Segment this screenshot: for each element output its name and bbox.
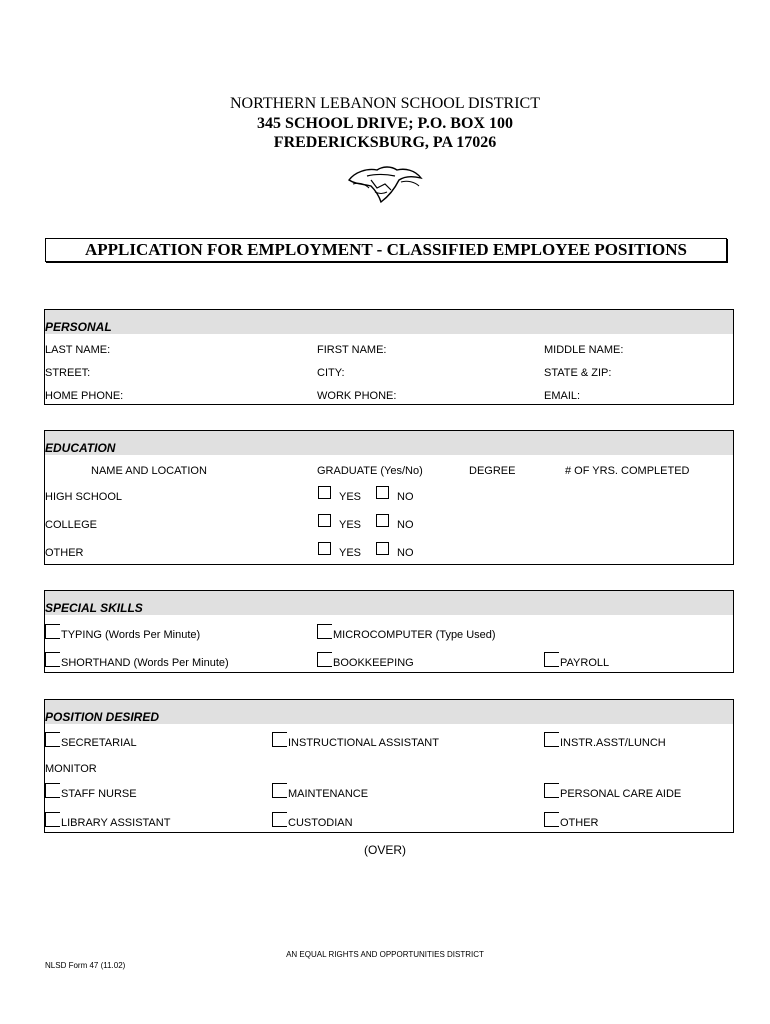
col-name-location: NAME AND LOCATION: [91, 465, 207, 477]
position-section: [44, 699, 734, 833]
viking-head-logo: [345, 158, 425, 206]
other-no-checkbox[interactable]: [376, 542, 389, 555]
yes-label: YES: [339, 491, 362, 503]
library-assistant-label: LIBRARY ASSISTANT: [61, 817, 171, 829]
instructional-assistant-label: INSTRUCTIONAL ASSISTANT: [288, 737, 439, 749]
instr-lunch-checkbox[interactable]: [544, 732, 559, 747]
yes-label: YES: [339, 519, 362, 531]
education-section-header: [45, 431, 733, 455]
skills-section: [44, 590, 734, 673]
staff-nurse-label: STAFF NURSE: [61, 788, 137, 800]
street-field[interactable]: STREET:: [45, 367, 91, 379]
position-title: POSITION DESIRED: [45, 710, 160, 724]
bookkeeping-label: BOOKKEEPING: [333, 657, 414, 669]
middle-name-field[interactable]: MIDDLE NAME:: [544, 344, 624, 356]
education-section: [44, 430, 734, 565]
work-phone-field[interactable]: WORK PHONE:: [317, 390, 397, 402]
instructional-assistant-checkbox[interactable]: [272, 732, 287, 747]
staff-nurse-checkbox[interactable]: [45, 783, 60, 798]
maintenance-label: MAINTENANCE: [288, 788, 369, 800]
city-field[interactable]: CITY:: [317, 367, 345, 379]
yes-label: YES: [339, 547, 362, 559]
typing-label: TYPING (Words Per Minute): [61, 629, 201, 641]
state-zip-field[interactable]: STATE & ZIP:: [544, 367, 612, 379]
payroll-checkbox[interactable]: [544, 652, 559, 667]
col-graduate: GRADUATE (Yes/No): [317, 465, 423, 477]
district-city: FREDERICKSBURG, PA 17026: [273, 134, 497, 151]
last-name-field[interactable]: LAST NAME:: [45, 344, 111, 356]
instr-lunch-label: INSTR.ASST/LUNCH: [560, 737, 666, 749]
skills-title: SPECIAL SKILLS: [45, 601, 143, 615]
microcomputer-checkbox[interactable]: [317, 624, 332, 639]
shorthand-checkbox[interactable]: [45, 652, 60, 667]
form-id: NLSD Form 47 (11.02): [45, 961, 126, 970]
over-label: (OVER): [364, 843, 406, 857]
personal-care-checkbox[interactable]: [544, 783, 559, 798]
form-title: APPLICATION FOR EMPLOYMENT - CLASSIFIED EMPLOYEE POSITIONS: [45, 238, 727, 262]
col-degree: DEGREE: [469, 465, 516, 477]
shorthand-label: SHORTHAND (Words Per Minute): [61, 657, 229, 669]
high-school-yes-checkbox[interactable]: [318, 486, 331, 499]
microcomputer-label: MICROCOMPUTER (Type Used): [333, 629, 496, 641]
district-address: 345 SCHOOL DRIVE; P.O. BOX 100: [257, 115, 513, 132]
other-position-label: OTHER: [560, 817, 599, 829]
custodian-checkbox[interactable]: [272, 812, 287, 827]
email-field[interactable]: EMAIL:: [544, 390, 581, 402]
education-title: EDUCATION: [45, 441, 116, 455]
district-name: NORTHERN LEBANON SCHOOL DISTRICT: [230, 95, 540, 112]
row-high-school: HIGH SCHOOL: [45, 491, 123, 503]
equal-rights-text: AN EQUAL RIGHTS AND OPPORTUNITIES DISTRICT: [286, 950, 484, 959]
college-no-checkbox[interactable]: [376, 514, 389, 527]
secretarial-label: SECRETARIAL: [61, 737, 137, 749]
other-position-checkbox[interactable]: [544, 812, 559, 827]
personal-section: [44, 309, 734, 405]
no-label: NO: [397, 547, 414, 559]
college-yes-checkbox[interactable]: [318, 514, 331, 527]
personal-title: PERSONAL: [45, 320, 112, 334]
high-school-no-checkbox[interactable]: [376, 486, 389, 499]
typing-checkbox[interactable]: [45, 624, 60, 639]
payroll-label: PAYROLL: [560, 657, 610, 669]
secretarial-checkbox[interactable]: [45, 732, 60, 747]
row-other: OTHER: [45, 547, 84, 559]
maintenance-checkbox[interactable]: [272, 783, 287, 798]
monitor-label: MONITOR: [45, 763, 97, 775]
first-name-field[interactable]: FIRST NAME:: [317, 344, 387, 356]
home-phone-field[interactable]: HOME PHONE:: [45, 390, 124, 402]
row-college: COLLEGE: [45, 519, 97, 531]
personal-section-header: [45, 310, 733, 334]
bookkeeping-checkbox[interactable]: [317, 652, 332, 667]
custodian-label: CUSTODIAN: [288, 817, 353, 829]
personal-care-label: PERSONAL CARE AIDE: [560, 788, 682, 800]
no-label: NO: [397, 519, 414, 531]
col-years: # OF YRS. COMPLETED: [565, 465, 690, 477]
skills-section-header: [45, 591, 733, 615]
no-label: NO: [397, 491, 414, 503]
other-yes-checkbox[interactable]: [318, 542, 331, 555]
library-assistant-checkbox[interactable]: [45, 812, 60, 827]
